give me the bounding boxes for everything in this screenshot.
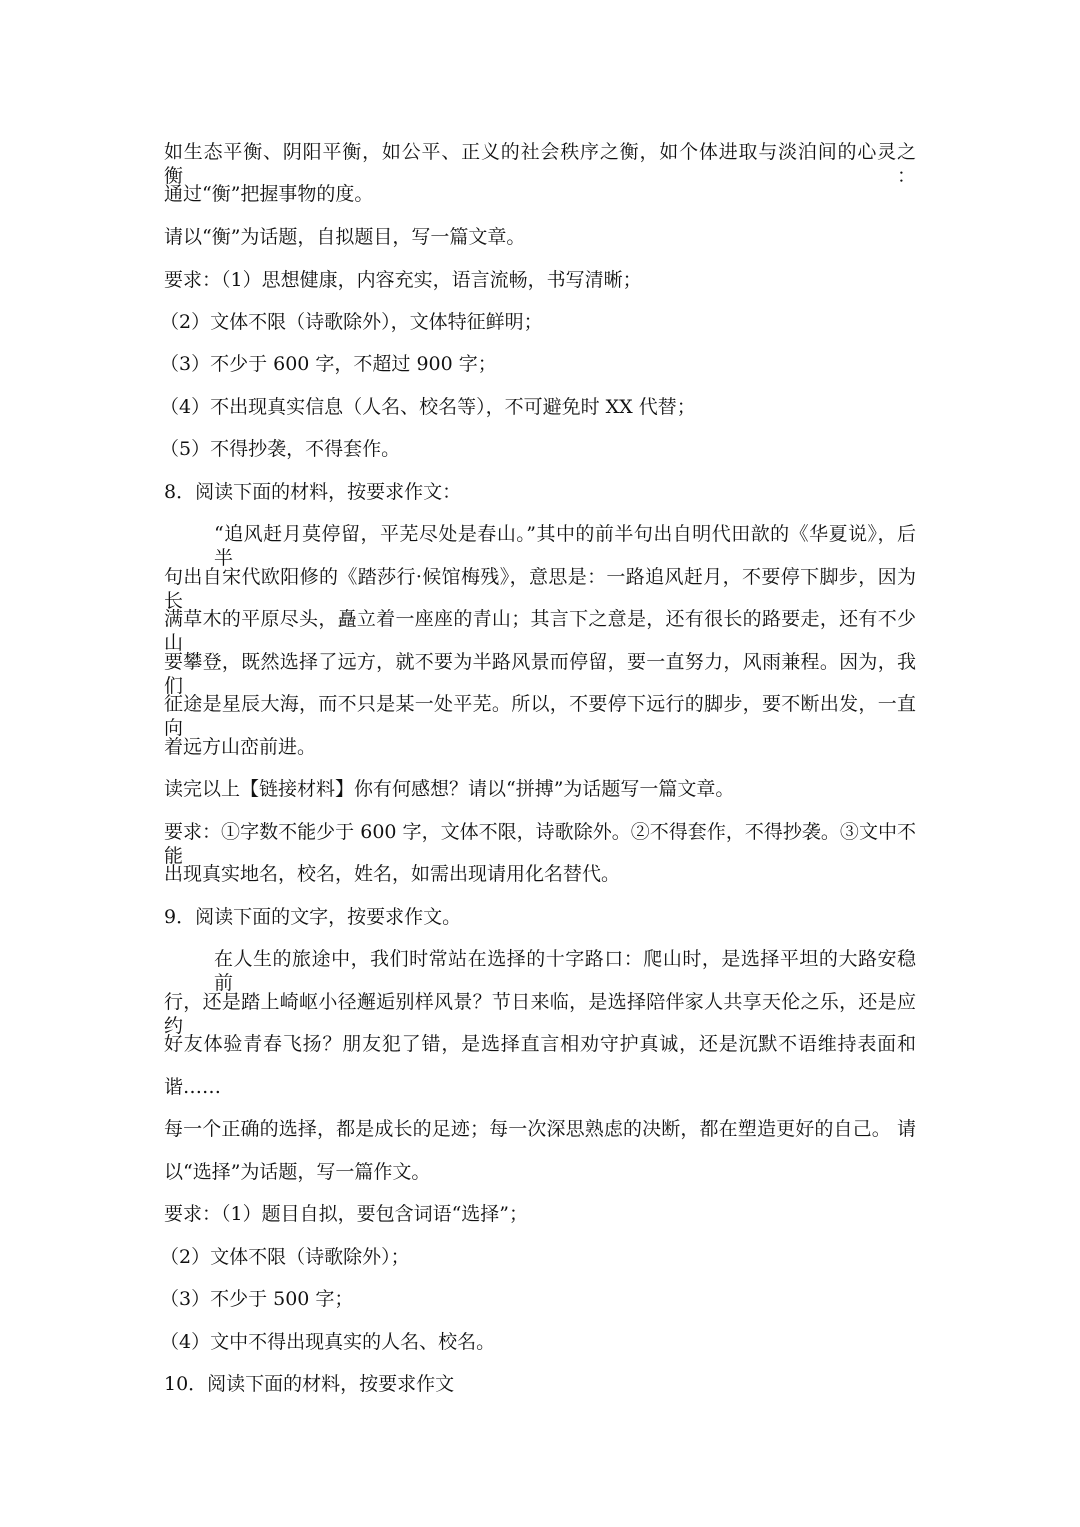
material-line: 着远方山峦前进。: [164, 736, 317, 758]
requirement-item: （5）不得抄袭，不得套作。: [160, 438, 401, 460]
prompt-line: 读完以上【链接材料】你有何感想？请以“拼搏”为话题写一篇文章。: [164, 778, 735, 800]
prompt-line: 以“选择”为话题，写一篇作文。: [164, 1161, 431, 1183]
prompt-line: 每一个正确的选择，都是成长的足迹；每一次深思熟虑的决断，都在塑造更好的自己。 请: [164, 1118, 916, 1140]
paragraph-line: 如生态平衡、阴阳平衡，如公平、正义的社会秩序之衡，如个体进取与淡泊间的心灵之衡：: [164, 141, 916, 187]
question-heading: 8．阅读下面的材料，按要求作文：: [164, 481, 462, 503]
requirement-item: （2）文体不限（诗歌除外），文体特征鲜明；: [160, 311, 543, 333]
question-heading: 9．阅读下面的文字，按要求作文。: [164, 906, 462, 928]
requirement-line: 要求：（1）题目自拟，要包含词语“选择”；: [164, 1203, 529, 1225]
requirement-item: （4）文中不得出现真实的人名、校名。: [160, 1331, 496, 1353]
requirement-line: 要求：（1）思想健康，内容充实，语言流畅，书写清晰；: [164, 269, 642, 291]
requirement-line: 出现真实地名，校名，姓名，如需出现请用化名替代。: [164, 863, 621, 885]
requirement-item: （3）不少于 500 字；: [160, 1288, 354, 1310]
paragraph-line: 通过“衡”把握事物的度。: [164, 183, 374, 205]
material-line: 好友体验青春飞扬？朋友犯了错，是选择直言相劝守护真诚，还是沉默不语维持表面和: [164, 1033, 916, 1055]
requirement-line: 要求：①字数不能少于 600 字，文体不限，诗歌除外。②不得套作，不得抄袭。③文中不能: [164, 821, 916, 867]
question-heading: 10．阅读下面的材料，按要求作文: [164, 1373, 455, 1395]
requirement-item: （2）文体不限（诗歌除外）；: [160, 1246, 410, 1268]
material-line: 征途是星辰大海，而不只是某一处平芜。所以，不要停下远行的脚步，要不断出发，一直向: [164, 693, 916, 739]
material-line: 行，还是踏上崎岖小径邂逅别样风景？节日来临，是选择陪伴家人共享天伦之乐，还是应约: [164, 991, 916, 1037]
prompt-line: 请以“衡”为话题，自拟题目，写一篇文章。: [164, 226, 526, 248]
material-line: “追风赶月莫停留，平芜尽处是春山。”其中的前半句出自明代田歆的《华夏说》，后半: [214, 523, 916, 569]
material-line: 满草木的平原尽头，矗立着一座座的青山；其言下之意是，还有很长的路要走，还有不少山: [164, 608, 916, 654]
material-line: 句出自宋代欧阳修的《踏莎行·候馆梅残》，意思是：一路追风赶月，不要停下脚步，因为长: [164, 566, 916, 612]
material-line: 要攀登，既然选择了远方，就不要为半路风景而停留，要一直努力，风雨兼程。因为，我们: [164, 651, 916, 697]
requirement-item: （4）不出现真实信息（人名、校名等），不可避免时 XX 代替；: [160, 396, 696, 418]
material-line: 在人生的旅途中，我们时常站在选择的十字路口：爬山时，是选择平坦的大路安稳前: [214, 948, 916, 994]
requirement-item: （3）不少于 600 字，不超过 900 字；: [160, 353, 497, 375]
material-line: 谐……: [164, 1076, 222, 1098]
